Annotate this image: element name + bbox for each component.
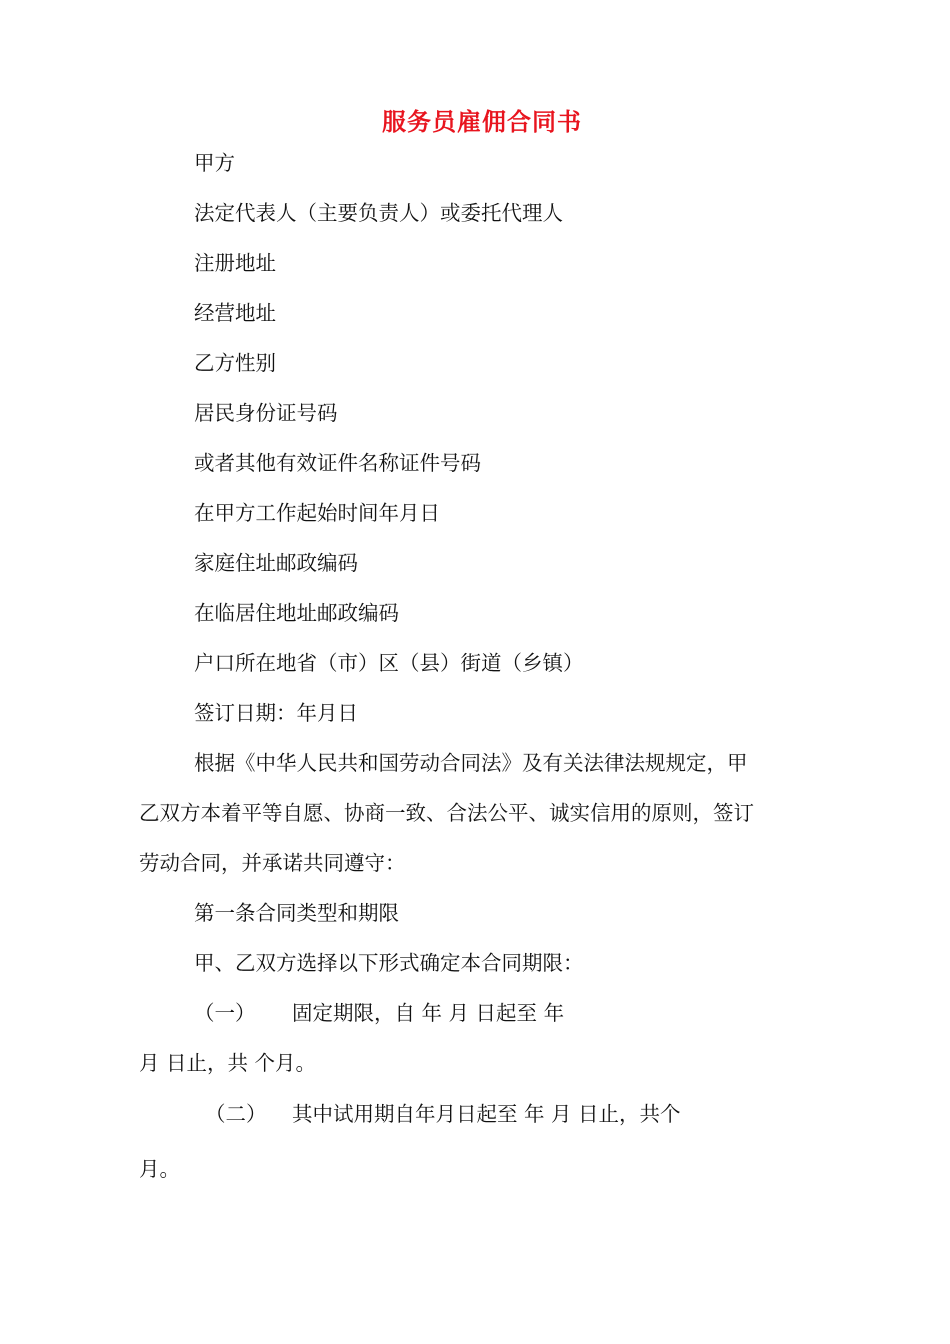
item-1-line-1: 固定期限，自 年 月 日起至 年 — [292, 1001, 565, 1025]
field-party-b-gender: 乙方性别 — [194, 351, 276, 375]
item-1-line-2: 月 日止，共 个月。 — [139, 1051, 317, 1075]
field-legal-representative: 法定代表人（主要负责人）或委托代理人 — [194, 201, 563, 225]
item-1-mark: （一） — [194, 1001, 256, 1025]
item-2-line-1: 其中试用期自年月日起至 年 月 日止，共个 — [292, 1102, 681, 1126]
article-1-lead: 甲、乙双方选择以下形式确定本合同期限： — [194, 951, 584, 975]
field-home-address: 家庭住址邮政编码 — [194, 551, 358, 575]
item-2-line-2: 月。 — [139, 1157, 180, 1181]
field-household-registration: 户口所在地省（市）区（县）街道（乡镇） — [194, 651, 584, 675]
field-registered-address: 注册地址 — [194, 251, 276, 275]
intro-line-1: 根据《中华人民共和国劳动合同法》及有关法律法规规定，甲 — [194, 751, 748, 775]
intro-line-2: 乙双方本着平等自愿、协商一致、合法公平、诚实信用的原则，签订 — [139, 801, 754, 825]
field-temporary-address: 在临居住地址邮政编码 — [194, 601, 399, 625]
field-other-id: 或者其他有效证件名称证件号码 — [194, 451, 481, 475]
intro-line-3: 劳动合同，并承诺共同遵守： — [139, 851, 406, 875]
field-start-date: 在甲方工作起始时间年月日 — [194, 501, 440, 525]
field-party-a: 甲方 — [194, 151, 235, 175]
item-2-mark: （二） — [205, 1102, 267, 1126]
article-1-heading: 第一条合同类型和期限 — [194, 901, 399, 925]
field-id-number: 居民身份证号码 — [194, 401, 338, 425]
document-title: 服务员雇佣合同书 — [382, 107, 582, 136]
field-business-address: 经营地址 — [194, 301, 276, 325]
field-signing-date: 签订日期：年月日 — [194, 701, 358, 725]
